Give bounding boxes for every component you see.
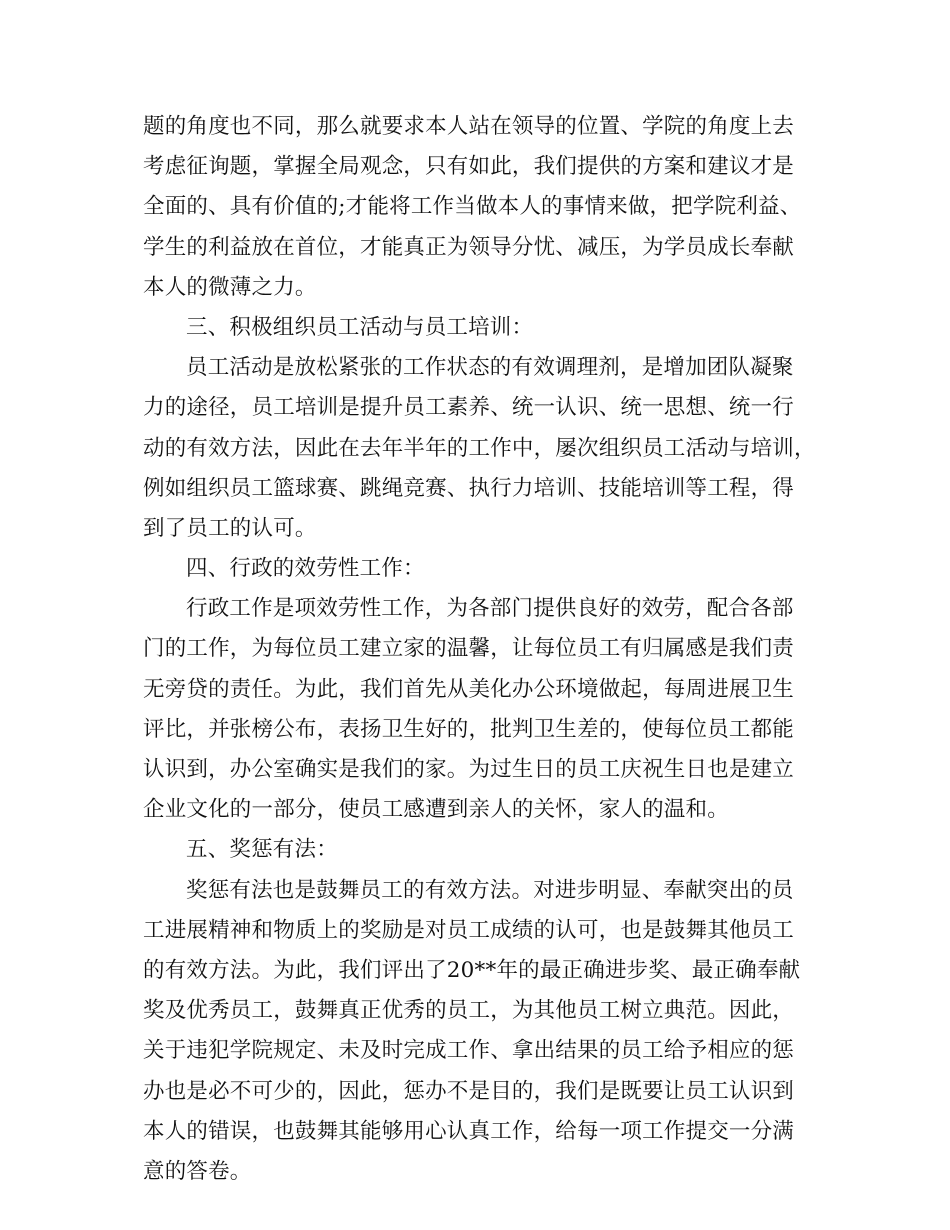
text-line: 动的有效方法，因此在去年半年的工作中，屡次组织员工活动与培训，	[143, 435, 816, 461]
text-line: 的有效方法。为此，我们评出了20**年的最正确进步奖、最正确奉献	[143, 957, 801, 983]
text-line: 评比，并张榜公布，表扬卫生好的，批判卫生差的，使每位员工都能	[143, 716, 795, 742]
text-line: 本人的错误，也鼓舞其能够用心认真工作，给每一项工作提交一分满	[143, 1118, 795, 1144]
text-line: 办也是必不可少的，因此，惩办不是目的，我们是既要让员工认识到	[143, 1078, 795, 1104]
section-heading-5: 五、奖惩有法：	[186, 837, 338, 863]
text-line: 工进展精神和物质上的奖励是对员工成绩的认可，也是鼓舞其他员工	[143, 917, 795, 943]
text-line: 关于违犯学院规定、未及时完成工作、拿出结果的员工给予相应的惩	[143, 1038, 795, 1064]
section-heading-4: 四、行政的效劳性工作：	[186, 556, 425, 582]
text-line: 本人的微薄之力。	[143, 274, 317, 300]
text-line: 题的角度也不同，那么就要求本人站在领导的位置、学院的角度上去	[143, 114, 795, 139]
text-line: 全面的、具有价值的;才能将工作当做本人的事情来做，把学院利益、	[143, 194, 802, 220]
paragraph-start: 奖惩有法也是鼓舞员工的有效方法。对进步明显、奉献突出的员	[186, 877, 794, 903]
text-line: 企业文化的一部分，使员工感遭到亲人的关怀，家人的温和。	[143, 797, 729, 823]
text-line: 无旁贷的责任。为此，我们首先从美化办公环境做起，每周进展卫生	[143, 676, 795, 702]
text-line: 考虑征询题，掌握全局观念，只有如此，我们提供的方案和建议才是	[143, 154, 795, 180]
text-line: 到了员工的认可。	[143, 515, 317, 541]
text-line: 力的途径，员工培训是提升员工素养、统一认识、统一思想、统一行	[143, 395, 795, 421]
text-line: 门的工作，为每位员工建立家的温馨，让每位员工有归属感是我们责	[143, 636, 795, 662]
text-line: 学生的利益放在首位，才能真正为领导分忧、减压，为学员成长奉献	[143, 234, 795, 260]
text-line: 意的答卷。	[143, 1158, 252, 1184]
body-text	[143, 107, 823, 1192]
paragraph-start: 行政工作是项效劳性工作，为各部门提供良好的效劳，配合各部	[186, 596, 794, 622]
text-line: 奖及优秀员工，鼓舞真正优秀的员工，为其他员工树立典范。因此，	[143, 998, 795, 1024]
section-heading-3: 三、积极组织员工活动与员工培训：	[186, 314, 534, 340]
paragraph-start: 员工活动是放松紧张的工作状态的有效调理剂，是增加团队凝聚	[186, 355, 794, 381]
text-line: 认识到，办公室确实是我们的家。为过生日的员工庆祝生日也是建立	[143, 757, 795, 782]
text-line: 例如组织员工篮球赛、跳绳竞赛、执行力培训、技能培训等工程，得	[143, 475, 795, 501]
